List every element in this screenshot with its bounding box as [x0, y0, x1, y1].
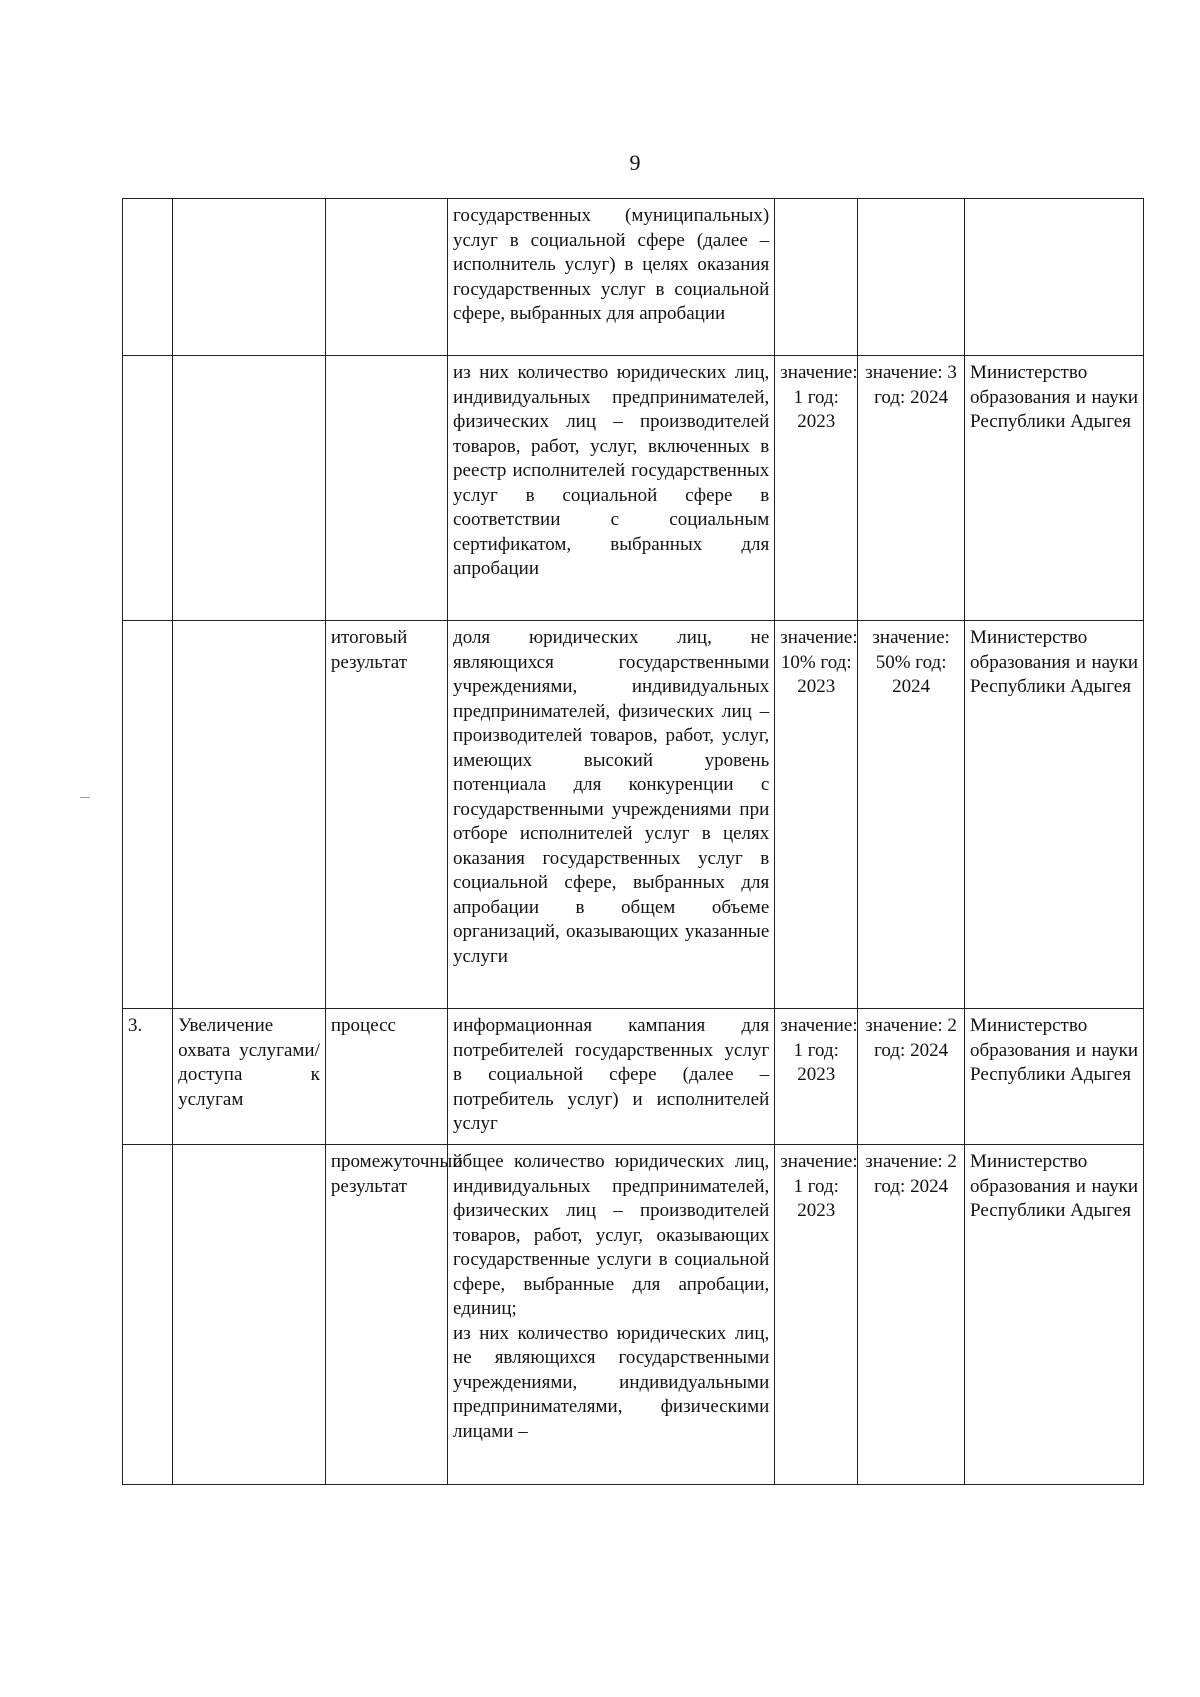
goal-cell	[173, 356, 326, 621]
type-cell	[325, 356, 447, 621]
table-row	[123, 356, 1144, 621]
indicator-cell: доля юридических лиц, не являющихся государственными учреждениями, индивидуальных предпринимателей, физических лиц – производителей товаров, работ, услуг, имеющих высокий уровень потенциала для конкуренции с государственными учреждениями при отборе исполнителей услуг в целях оказания государственных услуг в социальной сфере, выбранных для апробации в общем объеме организаций, оказывающих указанные услуги	[448, 621, 775, 1009]
responsible-cell: Министерство образования и науки Республики Адыгея	[965, 1009, 1144, 1145]
page-number: 9	[629, 150, 641, 175]
scan-mark	[80, 797, 90, 798]
table-row	[123, 1009, 1144, 1145]
base-value-cell: значение: 10% год: 2023	[775, 621, 858, 1009]
target-value-cell: значение: 3 год: 2024	[858, 356, 965, 621]
goal-cell	[173, 199, 326, 356]
target-value-cell	[858, 199, 965, 356]
type-cell: процесс	[325, 1009, 447, 1145]
type-cell: промежуточный результат	[325, 1145, 447, 1485]
base-value-cell: значение: 1 год: 2023	[775, 356, 858, 621]
target-value-cell: значение: 50% год: 2024	[858, 621, 965, 1009]
type-cell: итоговый результат	[325, 621, 447, 1009]
responsible-cell: Министерство образования и науки Республики Адыгея	[965, 356, 1144, 621]
base-value-cell: значение: 1 год: 2023	[775, 1009, 858, 1145]
indicators-table	[122, 198, 1144, 1485]
goal-cell	[173, 1145, 326, 1485]
indicator-cell: государственных (муниципальных) услуг в социальной сфере (далее – исполнитель услуг) в целях оказания государственных услуг в социальной сфере, выбранных для апробации	[448, 199, 775, 356]
goal-cell: Увеличение охвата услугами/доступа к услугам	[173, 1009, 326, 1145]
row-number-cell	[123, 356, 173, 621]
base-value-cell: значение: 1 год: 2023	[775, 1145, 858, 1485]
table-row	[123, 621, 1144, 1009]
responsible-cell: Министерство образования и науки Республики Адыгея	[965, 621, 1144, 1009]
table-row	[123, 1145, 1144, 1485]
indicator-paragraph: из них количество юридических лиц, не являющихся государственными учреждениями, индивидуальными предпринимателями, физическими лицами –	[453, 1322, 770, 1442]
goal-cell	[173, 621, 326, 1009]
row-number-cell	[123, 199, 173, 356]
indicator-cell: из них количество юридических лиц, индивидуальных предпринимателей, физических лиц – производителей товаров, работ, услуг, включенных в реестр исполнителей государственных услуг в социальной сфере в соответствии с социальным сертификатом, выбранных для апробации	[448, 356, 775, 621]
row-number-cell: 3.	[123, 1009, 173, 1145]
indicator-cell	[448, 1145, 775, 1485]
responsible-cell: Министерство образования и науки Республики Адыгея	[965, 1145, 1144, 1485]
base-value-cell	[775, 199, 858, 356]
row-number-cell	[123, 1145, 173, 1485]
row-number-cell	[123, 621, 173, 1009]
indicator-paragraph: общее количество юридических лиц, индивидуальных предпринимателей, физических лиц – производителей товаров, работ, услуг, оказывающих государственные услуги в социальной сфере, выбранные для апробации, единиц;	[453, 1151, 770, 1319]
table-row	[123, 199, 1144, 356]
indicator-cell: информационная кампания для потребителей государственных услуг в социальной сфере (далее – потребитель услуг) и исполнителей услуг	[448, 1009, 775, 1145]
target-value-cell: значение: 2 год: 2024	[858, 1145, 965, 1485]
target-value-cell: значение: 2 год: 2024	[858, 1009, 965, 1145]
responsible-cell	[965, 199, 1144, 356]
type-cell	[325, 199, 447, 356]
